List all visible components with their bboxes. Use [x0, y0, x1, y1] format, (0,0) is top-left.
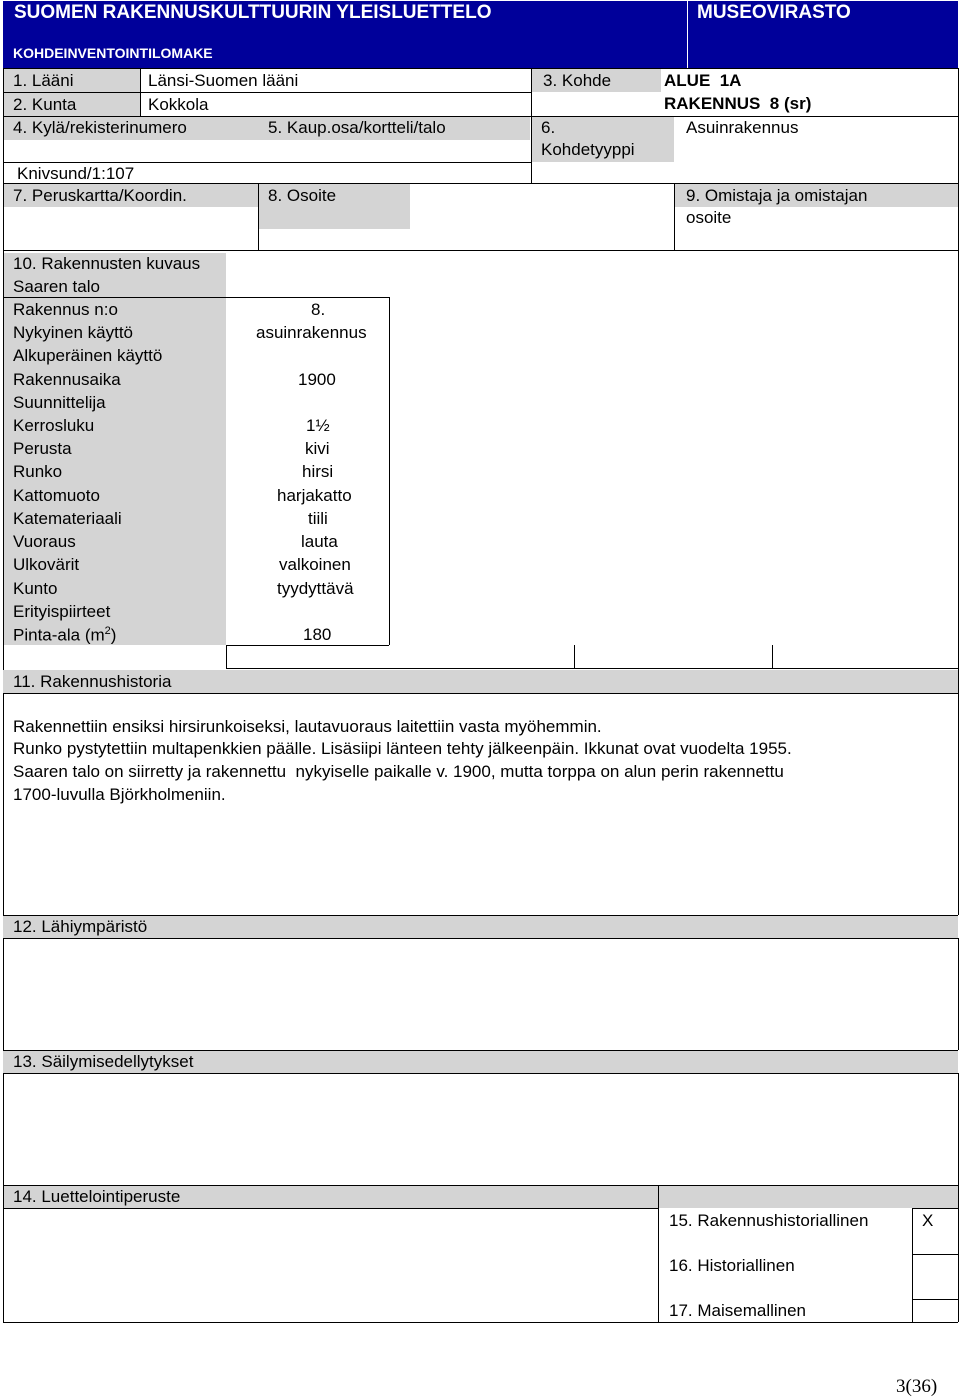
rule — [3, 250, 4, 695]
rule — [912, 1208, 958, 1209]
kaup-label: 5. Kaup.osa/kortteli/talo — [268, 118, 446, 137]
rule — [226, 645, 389, 646]
kohde-label: 3. Kohde — [543, 71, 612, 90]
row-label — [13, 625, 116, 646]
peruskartta-label: 7. Peruskartta/Koordin. — [13, 186, 187, 205]
rule — [3, 938, 958, 939]
row-label: Rakennusaika — [13, 370, 121, 389]
section12-title: 12. Lähiympäristö — [13, 917, 148, 936]
laani-label: 1. Lääni — [13, 71, 74, 90]
rule — [958, 1185, 959, 1322]
rule — [226, 668, 958, 669]
page-number: 3(36) — [896, 1376, 938, 1397]
row-label: Katemateriaali — [13, 509, 122, 528]
kunta-value: Kokkola — [148, 95, 209, 114]
row-value: tiili — [308, 509, 328, 528]
row-value: 180 — [303, 625, 332, 644]
row-label: Vuoraus — [13, 532, 76, 551]
history-line: Saaren talo on siirretty ja rakennettu nykyiselle paikalle v. 1900, mutta torppa on alun perin rakennettu — [13, 762, 784, 781]
kohdetyyppi-value: Asuinrakennus — [686, 118, 799, 137]
rule — [3, 183, 958, 184]
rule — [3, 250, 958, 251]
form-subtitle: KOHDEINVENTOINTILOMAKE — [13, 45, 213, 61]
header-divider — [687, 1, 688, 68]
row-label: Nykyinen käyttö — [13, 323, 133, 342]
osoite-label: 8. Osoite — [268, 186, 337, 205]
row-label: Alkuperäinen käyttö — [13, 346, 163, 365]
row-label: Ulkovärit — [13, 555, 80, 574]
kunta-label: 2. Kunta — [13, 95, 77, 114]
row-label: Kattomuoto — [13, 486, 100, 505]
row-value: hirsi — [302, 462, 334, 481]
area-label: Pinta-ala (m — [13, 625, 105, 645]
row-label: Kerrosluku — [13, 416, 95, 435]
rule — [958, 1073, 959, 1185]
rule — [3, 68, 4, 250]
rule — [574, 645, 575, 668]
rule — [772, 645, 773, 668]
row-value: 8. — [311, 300, 326, 319]
rule — [958, 250, 959, 695]
row-value: asuinrakennus — [256, 323, 367, 342]
row-label: Runko — [13, 462, 63, 481]
rule — [3, 162, 531, 163]
kohdetyyppi-label: 6. — [541, 118, 556, 137]
rule — [3, 1073, 958, 1074]
rule — [3, 938, 4, 1050]
row-label: Rakennus n:o — [13, 300, 118, 319]
rule — [912, 1254, 958, 1255]
section13-title: 13. Säilymisedellytykset — [13, 1052, 194, 1071]
kyla-label: 4. Kylä/rekisterinumero — [13, 118, 187, 137]
omistaja-label: 9. Omistaja ja omistajan — [686, 186, 868, 205]
rule — [3, 915, 958, 916]
omistaja-label: osoite — [686, 208, 732, 227]
section14-title: 14. Luettelointiperuste — [13, 1187, 181, 1206]
rule — [531, 68, 532, 183]
criterion-label: 17. Maisemallinen — [669, 1301, 807, 1320]
rule — [958, 68, 959, 250]
row-value: lauta — [301, 532, 338, 551]
rule — [226, 645, 227, 668]
rule — [3, 693, 4, 915]
rule — [3, 116, 958, 117]
row-label: Kunto — [13, 579, 58, 598]
rule — [658, 1185, 659, 1322]
rule — [3, 92, 531, 93]
row-label: Perusta — [13, 439, 72, 458]
rule — [3, 1073, 4, 1185]
history-line: Rakennettiin ensiksi hirsirunkoiseksi, lautavuoraus laitettiin vasta myöhemmin. — [13, 717, 602, 736]
kohdetyyppi-label: Kohdetyyppi — [541, 140, 635, 159]
row-value: harjakatto — [277, 486, 352, 505]
rule — [258, 183, 259, 250]
rule — [958, 693, 959, 915]
register-title: SUOMEN RAKENNUSKULTTUURIN YLEISLUETTELO — [14, 2, 492, 23]
history-line: 1700-luvulla Björkholmeniin. — [13, 785, 226, 804]
criterion-label: 15. Rakennushistoriallinen — [669, 1211, 869, 1230]
section11-title: 11. Rakennushistoria — [13, 672, 172, 691]
rule — [140, 68, 141, 116]
rule — [674, 183, 675, 250]
rule — [389, 297, 390, 645]
section10-title: 10. Rakennusten kuvaus — [13, 254, 201, 273]
rule — [3, 1050, 958, 1051]
row-value: kivi — [305, 439, 330, 458]
row-value: valkoinen — [279, 555, 351, 574]
row-label: Suunnittelija — [13, 393, 106, 412]
kohde-rakennus: RAKENNUS 8 (sr) — [664, 94, 812, 113]
kohde-alue: ALUE 1A — [664, 71, 742, 90]
history-line: Runko pystytettiin multapenkkien päälle. Lisäsiipi länteen tehty jälkeenpäin. Ikkunat ovat vuodelta 1955. — [13, 739, 792, 758]
rule — [958, 938, 959, 1050]
museum-name: MUSEOVIRASTO — [697, 2, 851, 23]
rule — [3, 1322, 958, 1323]
row-label: Erityispiirteet — [13, 602, 111, 621]
rule — [912, 1208, 913, 1322]
building-name: Saaren talo — [13, 277, 100, 296]
row-value: 1900 — [298, 370, 336, 389]
row-value: tyydyttävä — [277, 579, 354, 598]
area-label-end: ) — [110, 625, 117, 645]
rule — [3, 1185, 4, 1322]
laani-value: Länsi-Suomen lääni — [148, 71, 299, 90]
row-value: 1½ — [306, 416, 330, 435]
area-sup: 2 — [104, 625, 111, 637]
rule — [3, 1185, 958, 1186]
criterion-label: 16. Historiallinen — [669, 1256, 795, 1275]
rule — [3, 693, 958, 694]
criterion-checkbox[interactable]: X — [922, 1211, 934, 1230]
rule — [912, 1299, 958, 1300]
rule — [3, 1208, 658, 1209]
kyla-value: Knivsund/1:107 — [17, 164, 135, 183]
rule — [3, 68, 958, 69]
rule — [3, 297, 389, 298]
